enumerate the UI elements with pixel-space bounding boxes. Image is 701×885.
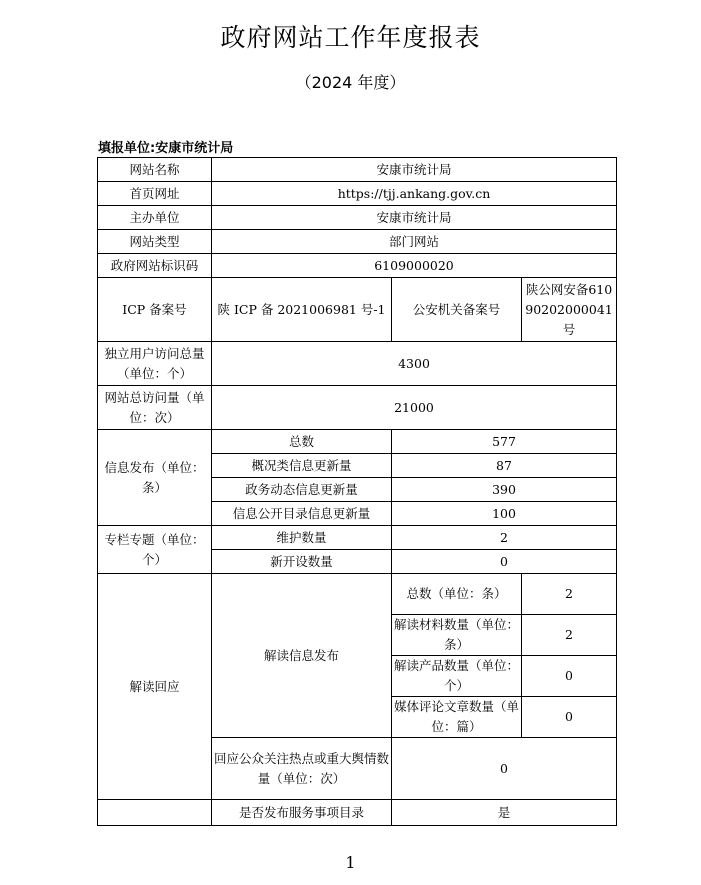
row-value: 0 (522, 697, 617, 738)
table-row (98, 278, 617, 342)
row-label: 主办单位 (98, 206, 212, 230)
icp-number: 陕 ICP 备 2021006981 号-1 (212, 278, 392, 342)
row-label: 独立用户访问总量（单位：个） (98, 342, 212, 386)
row-label: 政府网站标识码 (98, 254, 212, 278)
row-value: 2 (522, 615, 617, 656)
table-row (98, 158, 617, 182)
empty-cell (98, 800, 212, 826)
table-row (98, 526, 617, 550)
row-value: 87 (392, 454, 617, 478)
section-label: 信息发布（单位：条） (98, 430, 212, 526)
row-value: 安康市统计局 (212, 206, 617, 230)
table-row (98, 182, 617, 206)
row-value: 4300 (212, 342, 617, 386)
table-row (98, 342, 617, 386)
row-value: 部门网站 (212, 230, 617, 254)
row-label: 政务动态信息更新量 (212, 478, 392, 502)
row-label: 解读产品数量（单位：个） (392, 656, 522, 697)
row-value: 2 (392, 526, 617, 550)
row-value: 0 (522, 656, 617, 697)
row-label: 总数（单位：条） (392, 574, 522, 615)
table-row (98, 386, 617, 430)
row-label: 维护数量 (212, 526, 392, 550)
row-value: 577 (392, 430, 617, 454)
reporting-unit: 填报单位:安康市统计局 (98, 141, 234, 156)
row-label: ICP 备案号 (98, 278, 212, 342)
row-label: 解读材料数量（单位：条） (392, 615, 522, 656)
row-label: 网站名称 (98, 158, 212, 182)
row-value: 100 (392, 502, 617, 526)
row-label: 信息公开目录信息更新量 (212, 502, 392, 526)
table-row (98, 206, 617, 230)
report-table (97, 157, 617, 826)
row-label: 概况类信息更新量 (212, 454, 392, 478)
report-year: （2024 年度） (295, 73, 406, 92)
row-label: 是否发布服务事项目录 (212, 800, 392, 826)
row-value: 0 (392, 738, 617, 800)
row-value: 是 (392, 800, 617, 826)
row-label: 总数 (212, 430, 392, 454)
row-label: 回应公众关注热点或重大舆情数量（单位：次） (212, 738, 392, 800)
row-value: 390 (392, 478, 617, 502)
table-row (98, 800, 617, 826)
row-label: 网站类型 (98, 230, 212, 254)
row-value: 6109000020 (212, 254, 617, 278)
table-row (98, 574, 617, 615)
row-label: 新开设数量 (212, 550, 392, 574)
row-value: 安康市统计局 (212, 158, 617, 182)
police-record-number: 陕公网安备61090202000041 号 (522, 278, 617, 342)
row-label: 公安机关备案号 (392, 278, 522, 342)
section-label: 专栏专题（单位：个） (98, 526, 212, 574)
table-row (98, 230, 617, 254)
row-value: 2 (522, 574, 617, 615)
sub-section-label: 解读信息发布 (212, 574, 392, 738)
row-value: 21000 (212, 386, 617, 430)
table-row (98, 254, 617, 278)
report-title: 政府网站工作年度报表 (220, 23, 481, 52)
row-label: 媒体评论文章数量（单位：篇） (392, 697, 522, 738)
homepage-url: https://tjj.ankang.gov.cn (212, 182, 617, 206)
row-label: 首页网址 (98, 182, 212, 206)
page-number: 1 (345, 853, 356, 872)
section-label: 解读回应 (98, 574, 212, 800)
row-label: 网站总访问量（单位：次） (98, 386, 212, 430)
row-value: 0 (392, 550, 617, 574)
table-row (98, 430, 617, 454)
